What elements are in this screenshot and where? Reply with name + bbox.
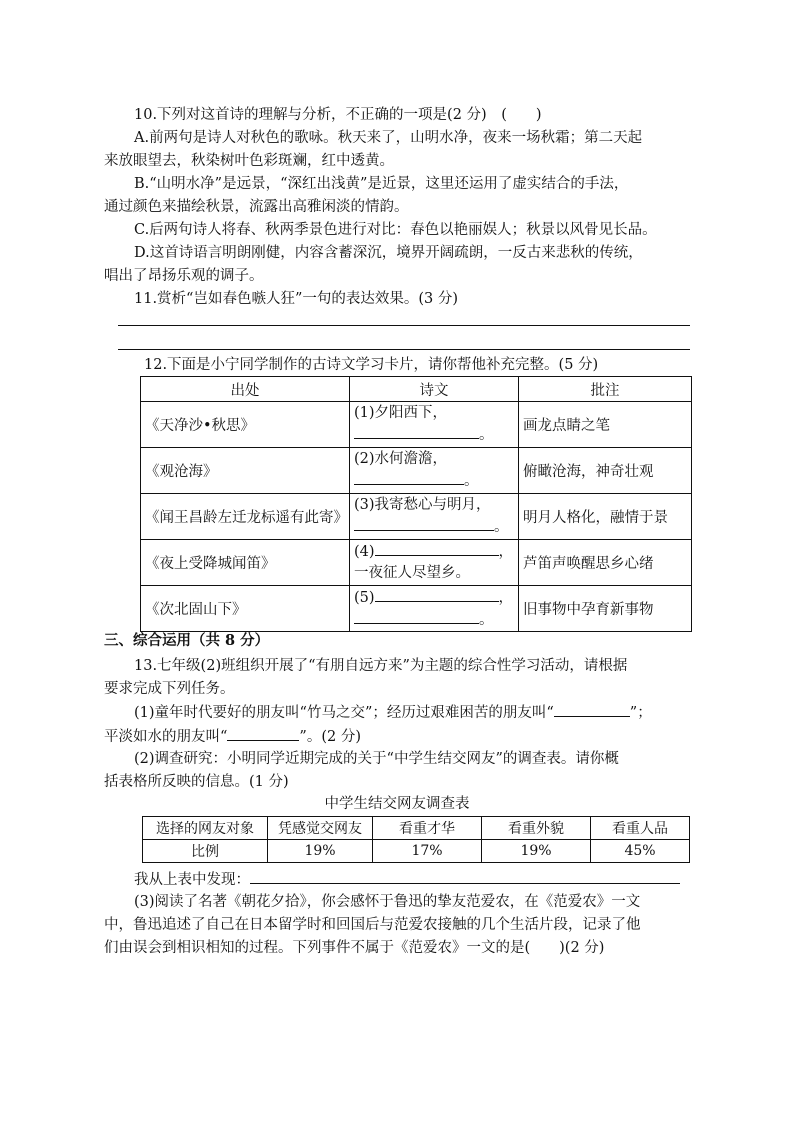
survey-header-cell: 选择的网友对象 [143,817,268,840]
survey-data-cell: 17% [373,840,482,863]
header-source: 出处 [141,377,350,402]
poem-line-end: 。 [479,611,494,628]
survey-data-cell: 19% [482,840,591,863]
note-cell: 芦笛声唤醒思乡心绪 [519,540,692,586]
q13-part3-line3: 们由误会到相识相知的过程。下列事件不属于《范爱农》一文的是( )(2 分) [104,940,605,956]
table-row [141,586,692,632]
answer-blank[interactable] [354,609,479,624]
q13-part1-text-b: ”； [629,705,652,721]
q13-part2-line2: 括表格所反映的信息。(1 分) [104,774,289,790]
poem-line-given: (1)夕阳西下， [354,405,448,421]
note-cell: 旧事物中孕育新事物 [519,586,692,632]
poem-cell [350,402,519,448]
poem-line-end: 。 [464,473,479,489]
q10-option-d-line2: 唱出了昂扬乐观的调子。 [104,268,264,284]
survey-table [142,816,690,863]
survey-header-cell: 看重人品 [591,817,690,840]
note-cell: 俯瞰沧海，神奇壮观 [519,448,692,494]
table-header-row [141,377,692,402]
poem-line-comma: ， [498,589,514,606]
source-cell: 《闻王昌龄左迁龙标遥有此寄》 [141,494,350,540]
survey-header-cell: 看重才华 [373,817,482,840]
q13-finding-line [134,869,680,890]
poem-line-number: (4) [354,544,375,560]
section-3-title: 三、综合运用（共 8 分） [104,632,270,649]
q13-part1-text-d: ”。(2 分) [299,729,361,745]
survey-data-cell: 19% [268,840,373,863]
q13-part1-text-c: 平淡如水的朋友叫“ [104,729,228,745]
q10-option-b-line1: B.“山明水净”是远景，“深红出浅黄”是近景，这里还运用了虚实结合的手法， [134,176,629,192]
q13-part1-text-a: (1)童年时代要好的朋友叫“竹马之交”；经历过艰难困苦的朋友叫“ [134,705,554,721]
survey-data-cell: 45% [591,840,690,863]
q11-answer-line-2[interactable] [118,349,690,350]
q13-part2-line1: (2)调查研究：小明同学近期完成的关于“中学生结交网友”的调查表。请你概 [134,751,619,767]
source-cell: 《夜上受降城闻笛》 [141,540,350,586]
q13-finding-label: 我从上表中发现： [134,872,250,888]
q12-stem: 12.下面是小宁同学制作的古诗文学习卡片，请你帮他补充完整。(5 分) [144,357,599,373]
poem-line-given: (3)我寄愁心与明月， [354,497,491,513]
poem-line-end: 。 [494,519,509,535]
poem-cell [350,494,519,540]
q13-stem-line1: 13.七年级(2)班组织开展了“有朋自远方来”为主题的综合性学习活动，请根据 [134,658,628,674]
q10-option-a-line1: A.前两句是诗人对秋色的歌咏。秋天来了，山明水净，夜来一场秋霜；第二天起 [134,130,643,146]
q13-part1-line1 [134,702,652,723]
answer-blank[interactable] [375,587,499,602]
poem-cell [350,586,519,632]
table-row [141,540,692,586]
answer-blank[interactable] [354,516,494,531]
poem-line-number: (5) [354,589,375,606]
q13-part3-line2: 中，鲁迅追述了自己在日本留学时和回国后与范爱农接触的几个生活片段，记录了他 [104,917,641,933]
survey-header-row [143,817,690,840]
poem-cell [350,540,519,586]
poem-line-given: (2)水何澹澹， [354,451,448,467]
poem-cell [350,448,519,494]
source-cell: 《次北固山下》 [141,586,350,632]
survey-header-cell: 看重外貌 [482,817,591,840]
poem-line-comma: ， [498,544,514,560]
poem-line-given: 一夜征人尽望乡。 [354,565,470,581]
table-row [141,494,692,540]
q10-stem: 10.下列对这首诗的理解与分析，不正确的一项是(2 分) ( ) [134,107,542,123]
table-row [141,448,692,494]
survey-data-cell: 比例 [143,840,268,863]
q13-finding-blank[interactable] [250,869,680,884]
q11-stem: 11.赏析“岂如春色嗾人狂”一句的表达效果。(3 分) [134,291,459,307]
source-cell: 《天净沙•秋思》 [141,402,350,448]
q10-option-d-line1: D.这首诗语言明朗刚健，内容含蓄深沉，境界开阔疏朗，一反古来悲秋的传统， [134,245,643,261]
q13-part1-line2 [104,726,361,747]
q10-option-b-line2: 通过颜色来描绘秋景，流露出高雅闲淡的情韵。 [104,199,409,215]
answer-blank[interactable] [354,424,479,439]
table-row [141,402,692,448]
poem-line-end: 。 [479,427,494,443]
answer-blank[interactable] [375,541,499,556]
q10-option-c: C.后两句诗人将春、秋两季景色进行对比：春色以艳丽娱人；秋景以风骨见长品。 [134,222,657,238]
answer-blank[interactable] [354,470,464,485]
q13-stem-line2: 要求完成下列任务。 [104,681,235,697]
q13-part1-blank-1[interactable] [554,702,630,717]
study-card-table [140,376,692,632]
q13-part1-blank-2[interactable] [227,726,299,741]
source-cell: 《观沧海》 [141,448,350,494]
note-cell: 画龙点睛之笔 [519,402,692,448]
survey-header-cell: 凭感觉交网友 [268,817,373,840]
q10-option-a-line2: 来放眼望去，秋染树叶色彩斑斓，红中透黄。 [104,153,394,169]
note-cell: 明月人格化，融情于景 [519,494,692,540]
header-note: 批注 [519,377,692,402]
q11-answer-line-1[interactable] [118,325,690,326]
survey-data-row [143,840,690,863]
q13-part3-line1: (3)阅读了名著《朝花夕拾》，你会感怀于鲁迅的挚友范爱农，在《范爱农》一文 [134,894,641,910]
survey-table-title: 中学生结交网友调查表 [324,796,470,812]
header-poem: 诗文 [350,377,519,402]
